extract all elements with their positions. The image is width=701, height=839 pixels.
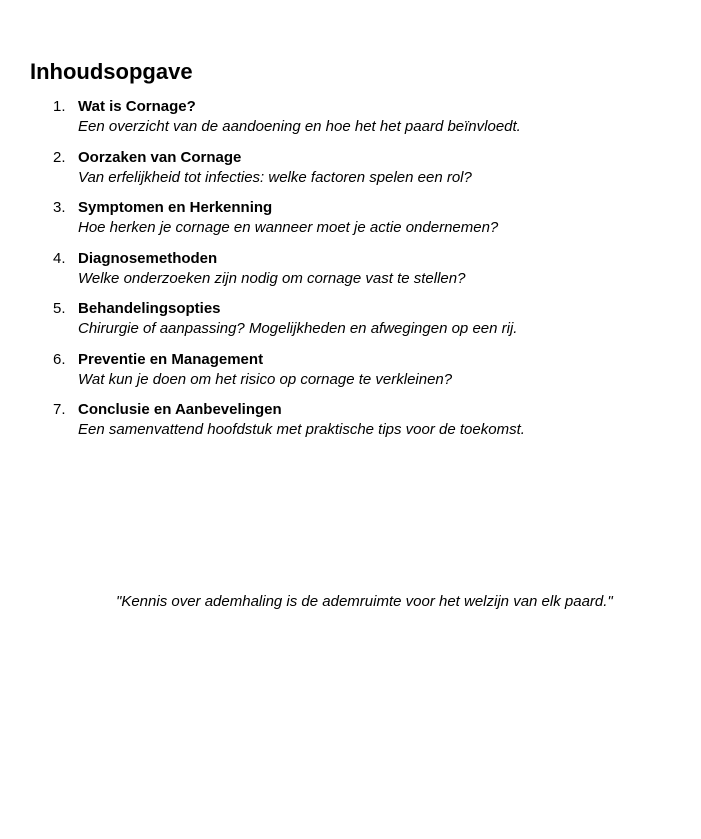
toc-item-description: Van erfelijkheid tot infecties: welke factoren spelen een rol? — [78, 168, 472, 186]
toc-item-description: Een overzicht van de aandoening en hoe het het paard beïnvloedt. — [78, 118, 521, 135]
toc-item-description: Een samenvattend hoofdstuk met praktische tips voor de toekomst. — [78, 421, 525, 438]
toc-item-heading: Behandelingsopties — [78, 300, 221, 317]
toc-item-1 — [0, 97, 680, 148]
page-title: Inhoudsopgave — [30, 59, 193, 84]
toc-item-description: Chirurgie of aanpassing? Mogelijkheden en afwegingen op een rij. — [78, 320, 518, 337]
toc-item-3 — [0, 198, 680, 249]
closing-quote: "Kennis over ademhaling is de ademruimte voor het welzijn van elk paard." — [116, 593, 613, 610]
toc-item-4 — [0, 249, 680, 300]
toc-item-heading: Oorzaken van Cornage — [78, 148, 242, 166]
toc-item-description: Hoe herken je cornage en wanneer moet je actie ondernemen? — [78, 219, 499, 236]
toc-item-number: 3. — [53, 199, 66, 216]
toc-item-5 — [0, 299, 680, 350]
toc-item-2 — [0, 148, 680, 199]
toc-item-heading: Wat is Cornage? — [78, 98, 196, 115]
toc-item-description: Wat kun je doen om het risico op cornage te verkleinen? — [78, 370, 453, 388]
toc-item-number: 2. — [53, 148, 66, 166]
toc-item-number: 5. — [53, 300, 66, 317]
toc-item-7 — [0, 400, 680, 451]
table-of-contents — [0, 97, 680, 451]
toc-item-heading: Conclusie en Aanbevelingen — [78, 401, 282, 418]
toc-item-number: 7. — [53, 401, 66, 418]
toc-item-description: Welke onderzoeken zijn nodig om cornage vast te stellen? — [78, 269, 466, 287]
toc-item-heading: Symptomen en Herkenning — [78, 199, 273, 216]
toc-item-heading: Diagnosemethoden — [78, 249, 218, 267]
toc-item-number: 1. — [53, 98, 66, 115]
toc-item-number: 6. — [53, 350, 66, 368]
toc-item-heading: Preventie en Management — [78, 350, 264, 368]
toc-item-6 — [0, 350, 680, 401]
toc-item-number: 4. — [53, 249, 66, 267]
